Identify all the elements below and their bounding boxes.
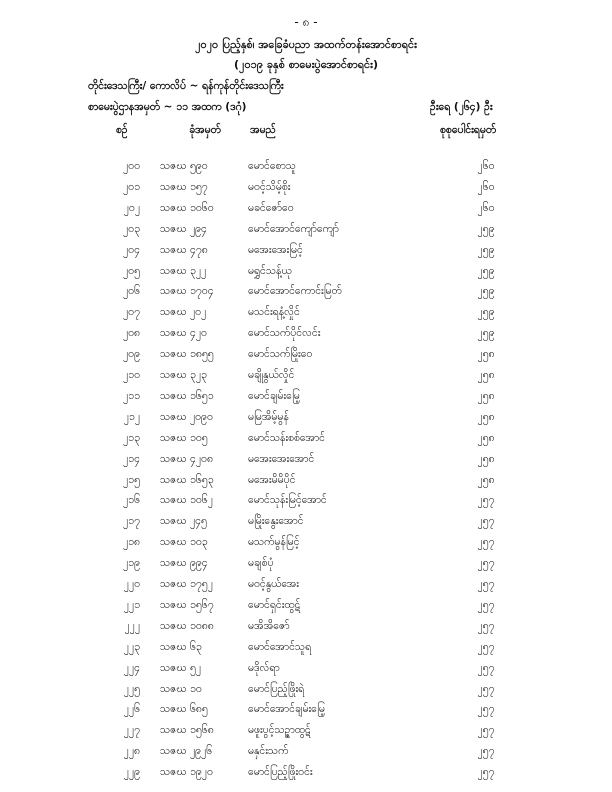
serial-cell: ၂၁၅ [123, 473, 140, 486]
table-row [0, 369, 612, 391]
student-name-cell: မောင်အောင်သူရ [248, 640, 312, 653]
marks-cell: ၂၅၇ [477, 515, 495, 528]
table-row [0, 745, 612, 767]
roll-number-cell: သဇဃ ၆၃ [160, 640, 202, 653]
marks-cell: ၂၅၉ [477, 243, 495, 256]
serial-cell: ၂၀၀ [123, 160, 140, 172]
marks-cell: ၂၅၉ [477, 327, 495, 340]
student-name-cell: မမြိုးနွေးအောင် [248, 515, 304, 528]
roll-number-cell: သဇဃ ၁၀ [160, 682, 202, 695]
serial-cell: ၂၁၉ [123, 557, 140, 570]
table-row [0, 536, 612, 558]
roll-number-cell: သဇဃ ၁၇၀၄ [160, 285, 214, 298]
student-name-cell: မောင်အောင်ချမ်းမြေ့ [248, 703, 325, 716]
serial-cell: ၂၁၇ [123, 515, 140, 528]
header-roll: ခုံအမှတ် [189, 124, 221, 136]
table-row [0, 515, 612, 537]
marks-cell: ၂၅၈ [477, 348, 495, 361]
roll-number-cell: သဇဃ ၃၂၃ [160, 369, 207, 381]
table-row [0, 327, 612, 349]
serial-cell: ၂၀၃ [123, 222, 140, 235]
table-row [0, 202, 612, 224]
serial-cell: ၂၀၄ [123, 243, 140, 256]
student-name-cell: မောင်သန်းစစ်အောင် [248, 431, 325, 444]
roll-number-cell: သဇဃ ၅၂ [160, 661, 202, 674]
marks-cell: ၂၅၇ [477, 724, 495, 737]
table-row [0, 348, 612, 370]
student-name-cell: မောင်စောသူ [248, 160, 296, 172]
pass-count: ဦးရေ (၂၆၄) ဦး [430, 101, 493, 113]
document-title: ၂၀၂၀ ပြည့်နှစ်၊ အခြေခံပညာ အထက်တန်းအောင်စာရင်း [195, 38, 417, 51]
marks-cell: ၂၅၇ [477, 557, 495, 570]
roll-number-cell: သဇဃ ၁၉၂၀ [160, 766, 213, 779]
roll-number-cell: သဇဃ ၁၈၅၅ [160, 348, 214, 361]
serial-cell: ၂၁၂ [123, 410, 140, 423]
student-name-cell: မရွှင်သန့်ယု [248, 264, 292, 277]
student-name-cell: မောင်ပြည့်ဖြိုးရဲ [248, 682, 305, 695]
roll-number-cell: သဇဃ ၁၅၇ [160, 180, 208, 193]
serial-cell: ၂၂၈ [123, 745, 140, 758]
serial-cell: ၂၂၉ [123, 766, 140, 779]
serial-cell: ၂၁၁ [123, 389, 140, 402]
roll-number-cell: သဇဃ ၄၇၈ [160, 243, 208, 256]
marks-cell: ၂၅၈ [477, 369, 495, 381]
table-row [0, 160, 612, 182]
school-line: စာမေးပွဲဌာနအမှတ် ~ ၁၁ အထက (ဒဂုံ) [88, 101, 247, 113]
roll-number-cell: သဇဃ ၄၂၀၈ [160, 452, 213, 465]
serial-cell: ၂၂၆ [123, 703, 140, 716]
marks-cell: ၂၅၉ [477, 264, 495, 277]
serial-cell: ၂၁၈ [122, 536, 140, 549]
student-name-cell: မသက်မွန်မြင့် [248, 536, 300, 549]
roll-number-cell: သဇဃ ၂၉၂၆ [160, 745, 213, 758]
serial-cell: ၂၀၅ [123, 264, 140, 277]
student-name-cell: မောင်ပြည့်ဖြိုးဝင်း [248, 766, 313, 779]
student-name-cell: မခင်ဇော်ဝေ [248, 201, 294, 214]
roll-number-cell: သဇဃ ၄၂၀ [160, 327, 207, 340]
student-name-cell: မသင်းရနံ့လှိုင် [248, 306, 300, 319]
header-serial: စဉ် [116, 124, 128, 136]
marks-cell: ၂၅၇ [477, 598, 495, 611]
marks-cell: ၂၅၇ [477, 640, 495, 653]
serial-cell: ၂၁၀ [123, 369, 140, 381]
region-line: တိုင်းဒေသကြီး/ ကောလိပ် ~ ရန်ကုန်တိုင်းဒေသကြီး [88, 80, 284, 92]
roll-number-cell: သဇဃ ၁၇၅၂ [160, 578, 213, 590]
student-name-cell: မောင်ရှင်းထွဋ် [248, 598, 301, 611]
table-row [0, 453, 612, 475]
roll-number-cell: သဇဃ ၁၀၆၂ [160, 494, 213, 507]
student-name-cell: မမြအိမ့်မွန် [248, 410, 289, 423]
student-name-cell: မောင်အောင်ကောင်းမြတ် [248, 285, 342, 298]
student-name-cell: မအေးမိမိပိုင် [248, 473, 296, 486]
marks-cell: ၂၅၇ [477, 619, 495, 632]
student-name-cell: မအေးအေးအောင် [248, 452, 315, 465]
table-row [0, 265, 612, 287]
roll-number-cell: သဇဃ ၁၀၅ [160, 431, 208, 444]
marks-cell: ၂၆၀ [477, 201, 495, 214]
marks-cell: ၂၅၈ [477, 473, 495, 486]
marks-cell: ၂၅၇ [477, 536, 495, 549]
roll-number-cell: သဇဃ ၁၅၆၇ [160, 598, 214, 611]
student-name-cell: မဖူးပွင့်သဉ္ဇာထွဋ် [248, 724, 311, 737]
student-name-cell: မချိုနွယ်လှိုင် [248, 369, 295, 381]
roll-number-cell: သဇဃ ၁၅၆၈ [160, 724, 214, 737]
serial-cell: ၂၂၇ [123, 724, 140, 737]
serial-cell: ၂၂၄ [123, 661, 140, 674]
serial-cell: ၂၀၇ [123, 306, 140, 319]
roll-number-cell: သဇဃ ၃၂၂ [160, 264, 207, 277]
document-subtitle: (၂၀၁၉ ခုနှစ် စာမေးပွဲအောင်စာရင်း) [234, 58, 378, 71]
marks-cell: ၂၅၇ [477, 494, 495, 507]
student-name-cell: မောင်သုန်းမြင့်အောင် [248, 494, 327, 507]
student-name-cell: မောင်အောင်ကျော်ကျော် [248, 222, 339, 235]
marks-cell: ၂၅၇ [477, 661, 495, 674]
table-row [0, 181, 612, 203]
marks-cell: ၂၅၈ [477, 431, 495, 444]
student-name-cell: မောင်သက်မြိုးဝေ [248, 348, 313, 361]
roll-number-cell: သဇဃ ၁၀၃ [160, 536, 208, 549]
serial-cell: ၂၀၂ [123, 201, 140, 214]
marks-cell: ၂၅၇ [477, 766, 495, 779]
table-row [0, 244, 612, 266]
table-row [0, 390, 612, 412]
student-name-cell: မအိအိဇော် [248, 619, 290, 632]
marks-cell: ၂၅၇ [477, 682, 495, 695]
roll-number-cell: သဇဃ ၆၈၅ [160, 703, 208, 716]
table-row [0, 620, 612, 642]
marks-cell: ၂၅၈ [477, 452, 495, 465]
roll-number-cell: သဇဃ ၂၀၂ [160, 306, 207, 319]
serial-cell: ၂၀၁ [123, 180, 140, 193]
roll-number-cell: သဇဃ ၁၆၅၁ [160, 389, 214, 402]
roll-number-cell: သဇဃ ၂၉၄ [160, 222, 207, 235]
student-name-cell: မောင်သက်ပိုင်လင်း [248, 327, 321, 340]
serial-cell: ၂၂၃ [123, 640, 140, 653]
table-row [0, 766, 612, 788]
serial-cell: ၂၀၆ [123, 285, 140, 298]
page-number: - ၈ - [294, 15, 318, 29]
serial-cell: ၂၀၈ [122, 327, 140, 340]
marks-cell: ၂၅၇ [477, 703, 495, 716]
roll-number-cell: သဇဃ ၂၀၉၀ [160, 410, 213, 423]
header-name: အမည် [250, 124, 276, 136]
serial-cell: ၂၁၄ [123, 452, 140, 465]
table-row [0, 724, 612, 746]
table-row [0, 641, 612, 663]
serial-cell: ၂၁၆ [123, 494, 140, 507]
table-row [0, 703, 612, 725]
roll-number-cell: သဇဃ ၅၉၀ [160, 160, 208, 172]
table-row [0, 578, 612, 600]
header-marks: စုစုပေါင်းရမှတ် [440, 124, 497, 136]
marks-cell: ၂၅၈ [477, 410, 495, 423]
table-row [0, 306, 612, 328]
table-row [0, 432, 612, 454]
table-row [0, 223, 612, 245]
table-row [0, 494, 612, 516]
marks-cell: ၂၆၀ [477, 180, 495, 193]
student-name-cell: မနှင်းသက် [248, 745, 289, 758]
table-row [0, 285, 612, 307]
serial-cell: ၂၂၁ [123, 598, 140, 611]
table-row [0, 683, 612, 705]
marks-cell: ၂၅၇ [477, 745, 495, 758]
marks-cell: ၂၅၉ [477, 285, 495, 298]
roll-number-cell: သဇဃ ၁၀၆၀ [160, 201, 214, 214]
marks-cell: ၂၅၉ [477, 306, 495, 319]
serial-cell: ၂၂၂ [124, 619, 140, 632]
roll-number-cell: သဇဃ ၂၄၅ [160, 515, 207, 528]
serial-cell: ၂၀၉ [123, 348, 140, 361]
table-row [0, 662, 612, 684]
roll-number-cell: သဇဃ ၁၀၈၈ [160, 619, 214, 632]
serial-cell: ၂၂၀ [123, 578, 140, 590]
table-row [0, 557, 612, 579]
marks-cell: ၂၅၈ [477, 389, 495, 402]
roll-number-cell: သဇဃ ၁၆၅၃ [160, 473, 214, 486]
serial-cell: ၂၂၅ [123, 682, 140, 695]
student-name-cell: မဝင့်သိမ့်စိုး [248, 180, 291, 193]
student-name-cell: မဝင့်နွယ်အေး [248, 578, 299, 590]
marks-cell: ၂၅၇ [477, 578, 495, 590]
table-row [0, 474, 612, 496]
marks-cell: ၂၆၀ [477, 160, 495, 172]
table-row [0, 411, 612, 433]
marks-cell: ၂၅၉ [477, 222, 495, 235]
serial-cell: ၂၁၃ [123, 431, 140, 444]
student-name-cell: မောင်ချမ်းမြေ့ [248, 389, 300, 402]
student-name-cell: မချစ်ပုံ [248, 557, 274, 570]
roll-number-cell: သဇဃ ၉၉၄ [160, 557, 208, 570]
table-row [0, 599, 612, 621]
student-name-cell: မဒိုလ်ရာ [248, 661, 280, 674]
student-name-cell: မအေးအေးမြင့် [248, 243, 303, 256]
